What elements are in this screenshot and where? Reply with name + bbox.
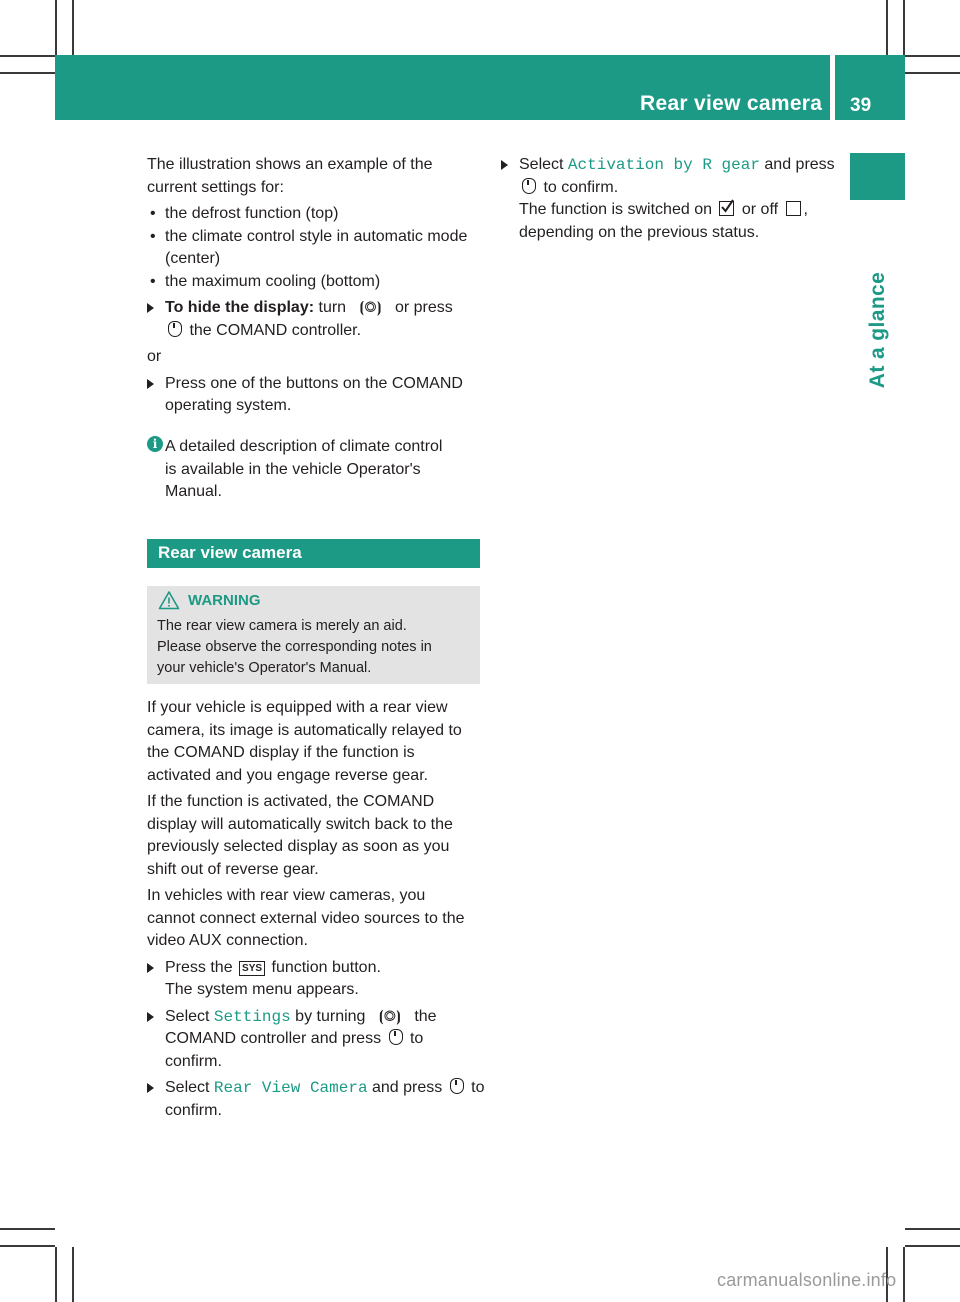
arrow-icon <box>501 160 508 170</box>
paragraph-line: cannot connect external video sources to the <box>147 909 465 927</box>
bullet-item-cont: (center) <box>165 250 221 267</box>
step-press-sys: Press the SYS function button. <box>147 957 487 980</box>
menu-item-rear-view-camera: Rear View Camera <box>213 1079 368 1097</box>
side-label: At a glance <box>866 271 889 389</box>
paragraph-line: If your vehicle is equipped with a rear view <box>147 699 448 716</box>
paragraph-line: activated and you engage reverse gear. <box>147 766 429 784</box>
crop-mark <box>55 1247 57 1302</box>
page-number: 39 <box>850 95 872 116</box>
bullet-item: • the maximum cooling (bottom) <box>147 271 487 294</box>
crop-mark <box>55 0 57 55</box>
crop-mark <box>0 1228 55 1230</box>
paragraph-line: the COMAND display if the function is <box>147 744 415 761</box>
paragraph-line: previously selected display as soon as you <box>147 838 450 855</box>
warning-line: Please observe the corresponding notes in <box>157 639 432 655</box>
crop-mark <box>72 0 74 55</box>
instruction-hide-cont: the COMAND controller. <box>147 320 487 343</box>
bullet-dot: • <box>150 205 156 222</box>
paragraph-line: display will automatically switch back to the <box>147 815 453 833</box>
section-heading-bar <box>147 539 480 568</box>
arrow-icon <box>147 303 154 313</box>
warning-text <box>157 616 432 679</box>
crop-mark <box>903 0 905 55</box>
info-line: A detailed description of climate control <box>165 438 443 455</box>
instruction-hide: To hide the display: turn ⦗◎⦘ or press <box>147 297 487 320</box>
rotate-controller-icon: ⦗◎⦘ <box>378 1007 401 1025</box>
step-cont: confirm. <box>165 1052 222 1070</box>
intro-line: current settings for: <box>147 178 284 196</box>
right-column <box>501 154 841 244</box>
bullet-dot: • <box>150 272 156 290</box>
bullet-item: • the defrost function (top) <box>147 203 487 226</box>
info-line: is available in the vehicle Operator's <box>165 460 421 478</box>
step-result: The system menu appears. <box>165 981 359 998</box>
page-section-title: Rear view camera <box>640 92 823 115</box>
paragraph-line: In vehicles with rear view cameras, you <box>147 887 426 904</box>
arrow-icon <box>147 1012 154 1022</box>
arrow-icon <box>147 963 154 973</box>
paragraph-line: camera, its image is automatically relayed to <box>147 721 462 739</box>
section-heading: Rear view camera <box>158 543 302 562</box>
watermark: carmanualsonline.info <box>717 1270 897 1290</box>
step-cont: to confirm. <box>501 177 841 200</box>
status-line: The function is switched on or off , <box>519 201 808 218</box>
side-tab <box>850 153 905 200</box>
step-cont: confirm. <box>165 1101 222 1119</box>
paragraph-line: If the function is activated, the COMAND <box>147 793 435 810</box>
step-cont: COMAND controller and press to <box>165 1030 424 1047</box>
arrow-icon <box>147 1083 154 1093</box>
menu-item-settings: Settings <box>213 1007 291 1026</box>
rotate-controller-icon: ⦗◎⦘ <box>359 299 382 316</box>
warning-title: WARNING <box>188 592 261 609</box>
bullet-dot: • <box>150 227 156 245</box>
bullet-item: • the climate control style in automatic mode <box>147 226 487 249</box>
crop-mark <box>905 55 960 57</box>
arrow-icon <box>147 379 154 389</box>
checkbox-checked-icon <box>719 201 734 216</box>
warning-line: your vehicle's Operator's Manual. <box>157 660 372 676</box>
sys-button-icon: SYS <box>239 961 265 976</box>
crop-mark <box>905 1245 960 1247</box>
crop-mark <box>0 72 55 74</box>
crop-mark <box>886 0 888 55</box>
paragraph-line: video AUX connection. <box>147 932 308 949</box>
instruction-press-cont: operating system. <box>165 397 292 414</box>
paragraph-line: shift out of reverse gear. <box>147 860 319 878</box>
or-text: or <box>147 348 162 365</box>
crop-mark <box>72 1247 74 1302</box>
crop-mark <box>903 1247 905 1302</box>
crop-mark <box>905 1228 960 1230</box>
press-controller-icon <box>522 178 536 194</box>
crop-mark <box>905 72 960 74</box>
press-controller-icon <box>168 321 182 337</box>
warning-triangle-icon <box>158 590 180 610</box>
crop-mark <box>0 1245 55 1247</box>
press-controller-icon <box>450 1078 464 1094</box>
status-line: depending on the previous status. <box>519 223 760 241</box>
info-note <box>147 436 487 504</box>
crop-mark <box>0 55 55 57</box>
left-column-upper <box>147 154 487 418</box>
step-select-activation: Select Activation by R gear and press <box>501 154 841 177</box>
step-select-settings: Select Settings by turning ⦗◎⦘ the <box>147 1006 487 1029</box>
warning-line: The rear view camera is merely an aid. <box>157 618 407 634</box>
press-controller-icon <box>389 1029 403 1045</box>
info-line: Manual. <box>165 483 222 500</box>
intro-line: The illustration shows an example of the <box>147 156 433 173</box>
menu-item-activation: Activation by R gear <box>567 156 760 174</box>
info-icon: i <box>147 436 163 452</box>
instruction-press: Press one of the buttons on the COMAND <box>147 373 487 396</box>
left-column-lower <box>147 697 487 1122</box>
checkbox-unchecked-icon <box>786 201 801 216</box>
step-select-rear-view: Select Rear View Camera and press to <box>147 1077 487 1100</box>
